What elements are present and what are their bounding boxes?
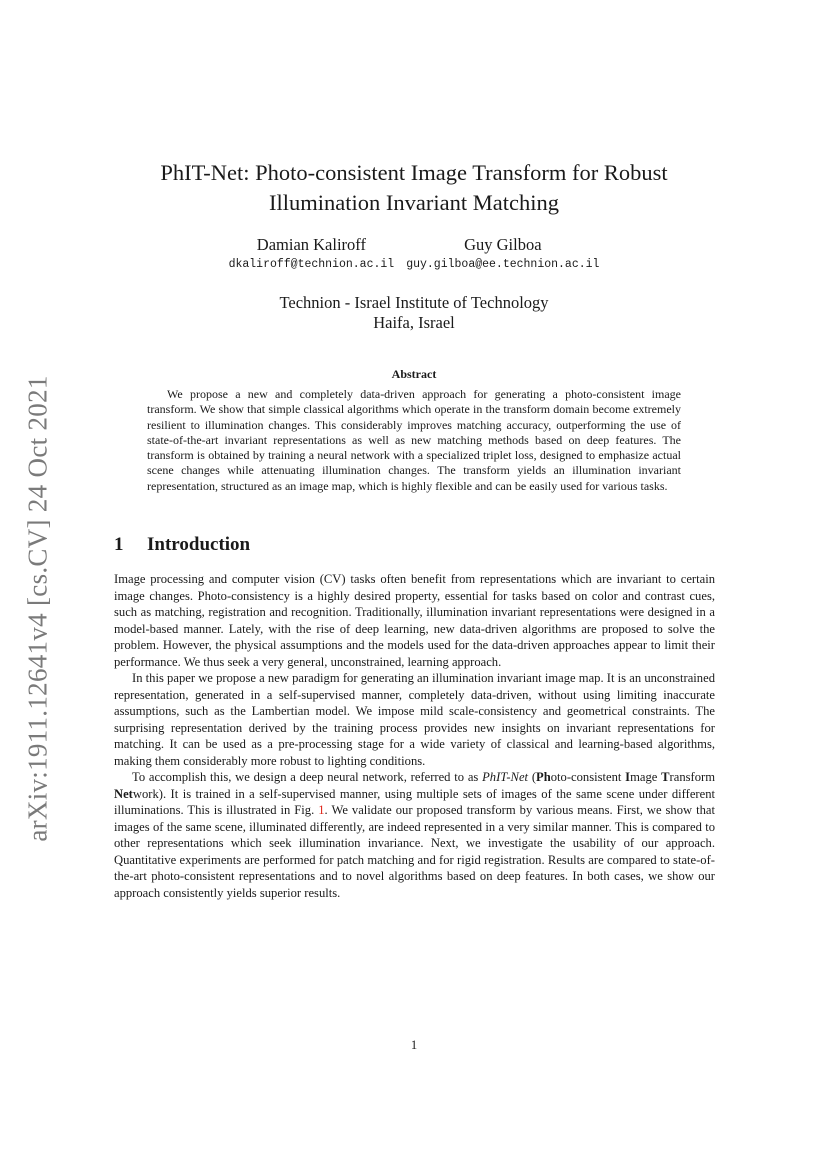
paper-title-line-1: PhIT-Net: Photo-consistent Image Transform for Robust [160, 160, 668, 185]
acronym-letter: T [661, 770, 670, 784]
paragraph-text: mage [630, 770, 662, 784]
paragraph-text: . We validate our proposed transform by various means. First, we show that images of the same scene, illuminated differently, are indeed represented in a very similar manner. This is compared to other representations which seek illumination invariance. Next, we investigate the usability of our approach. Quantitative experiments are performed for patch matching and for rigid registration. Results are compared to state-of-the-art photo-consistent representations and to novel algorithms based on deep features. In both cases, we show our approach consistently yields superior results. [114, 803, 715, 900]
arxiv-identifier [18, 368, 58, 848]
paper-title-line-2: Illumination Invariant Matching [269, 190, 559, 215]
page-number: 1 [410, 1038, 418, 1052]
affiliation-institution: Technion - Israel Institute of Technology [279, 293, 549, 312]
acronym-letter: Ph [536, 770, 551, 784]
author-email: dkaliroff@technion.ac.il [228, 258, 395, 271]
abstract-heading: Abstract [391, 367, 437, 381]
author-email: guy.gilboa@ee.technion.ac.il [406, 258, 600, 271]
paper-title [100, 158, 728, 218]
author [406, 234, 599, 274]
author-name: Guy Gilboa [464, 235, 542, 254]
section-number: 1 [114, 534, 124, 555]
section-title: Introduction [147, 534, 251, 555]
paragraph-text: work). It is trained in a self-supervised manner, using multiple sets of images of the same scene under different illuminations. This is illustrated in Fig. [114, 786, 715, 817]
paragraph: Image processing and computer vision (CV) tasks often benefit from representations which are invariant to certain image changes. Photo-consistency is a highly desired property, essential for tasks based on color and contrast cues, such as matching, registration and recognition. Traditionally, illumination invariant representations were designed in a model-based manner. Lately, with the rise of deep learning, new data-driven algorithms are proposed to solve the problem. However, the physical assumptions and the models used for the data-driven approaches appear to limit their performance. We thus seek a very general, unconstrained, learning approach. [114, 572, 715, 669]
paragraph-text: oto-consistent [550, 770, 626, 784]
arxiv-identifier-text: arXiv:1911.12641v4 [cs.CV] 24 Oct 2021 [22, 374, 53, 842]
section-heading [114, 534, 250, 556]
paragraph-text: ( [528, 770, 537, 784]
author-list [0, 234, 828, 274]
affiliation-location: Haifa, Israel [373, 313, 455, 332]
abstract-text: We propose a new and completely data-driven approach for generating a photo-consistent image transform. We show that simple classical algorithms which operate in the transform domain become extremely resilient to illumination changes. This considerably improves matching accuracy, outperforming the use of state-of-the-art invariant representations as well as new matching methods based on deep features. The transform is obtained by training a neural network with a specialized triplet loss, designed to emphasize actual scene changes while attenuating illumination changes. The transform yields an illumination invariant representation, structured as an image map, which is highly flexible and can be easily used for various tasks. [147, 387, 681, 493]
author-name: Damian Kaliroff [256, 235, 366, 254]
acronym-letter: Net [114, 786, 133, 801]
figure-reference-link[interactable]: 1 [318, 803, 325, 817]
affiliation [0, 293, 828, 333]
author [229, 234, 395, 274]
paragraph-text: To accomplish this, we design a deep neural network, referred to as [132, 770, 483, 784]
paragraph-text: ransform [669, 770, 716, 784]
paragraph [114, 769, 715, 901]
method-name: PhIT-Net [482, 770, 529, 784]
paragraph: In this paper we propose a new paradigm for generating an illumination invariant image map. It is an unconstrained representation, generated in a self-supervised manner, completely data-driven, without using limiting inaccurate assumptions, such as the Lambertian model. We impose mild scale-consistency and geometrical constraints. The surprising representation derived by the training process provides new insights on invariant representations for matching. It can be used as a pre-processing stage for a wide variety of classical and learning-based algorithms, making them considerably more robust to lighting conditions. [114, 671, 715, 768]
section-body [114, 571, 715, 901]
acronym-letter: I [625, 770, 631, 784]
